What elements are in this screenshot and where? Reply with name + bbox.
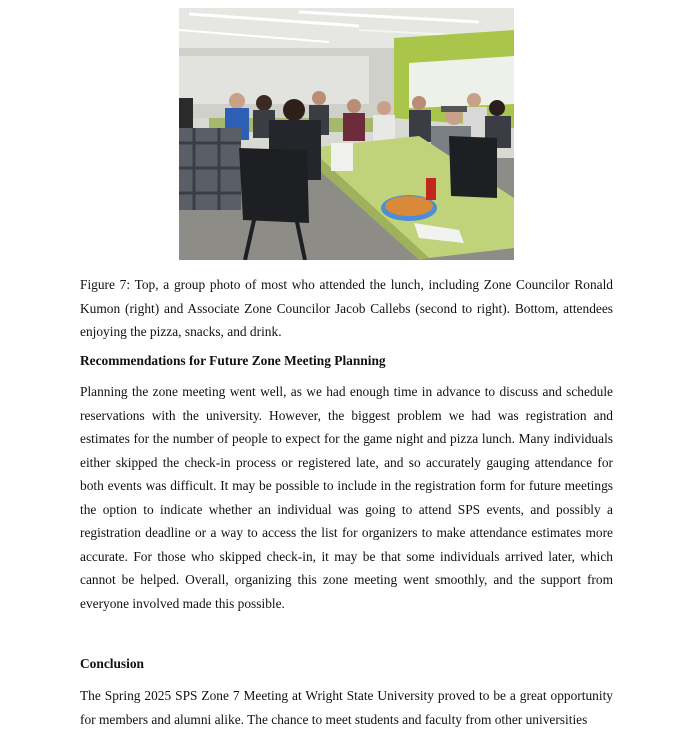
section-heading-conclusion: Conclusion [80, 656, 144, 671]
meeting-photo [179, 8, 514, 260]
section-body-recommendations: Planning the zone meeting went well, as we had enough time in advance to discuss and schedule reservations with the university. However, the biggest problem we had was registration and estimates for the number of people to expect for the game night and pizza lunch. Many individuals either skipped the check-in process or registered late, and so accurately gauging attendance for both events was difficult. It may be possible to include in the registration form for future meetings the option to indicate whether an individual was going to attend SPS events, and possibly a registration deadline or a way to access the list for organizers to make attendance estimates more accurate. For those who skipped check-in, it may be that some individuals arrived later, which cannot be helped. Overall, organizing this zone meeting went smoothly, and the support from everyone involved made this possible. [80, 384, 613, 611]
figure-caption: Figure 7: Top, a group photo of most who attended the lunch, including Zone Councilor Ronald Kumon (right) and Associate Zone Councilor Jacob Callebs (second to right). Bottom, attendees enjoying the pizza, snacks, and drink. [80, 277, 613, 339]
meeting-photo-illustration [179, 8, 514, 260]
section-heading-recommendations: Recommendations for Future Zone Meeting Planning [80, 353, 386, 368]
section-body-conclusion: The Spring 2025 SPS Zone 7 Meeting at Wright State University proved to be a great opportunity for members and alumni alike. The chance to meet students and faculty from other universities [80, 688, 613, 727]
